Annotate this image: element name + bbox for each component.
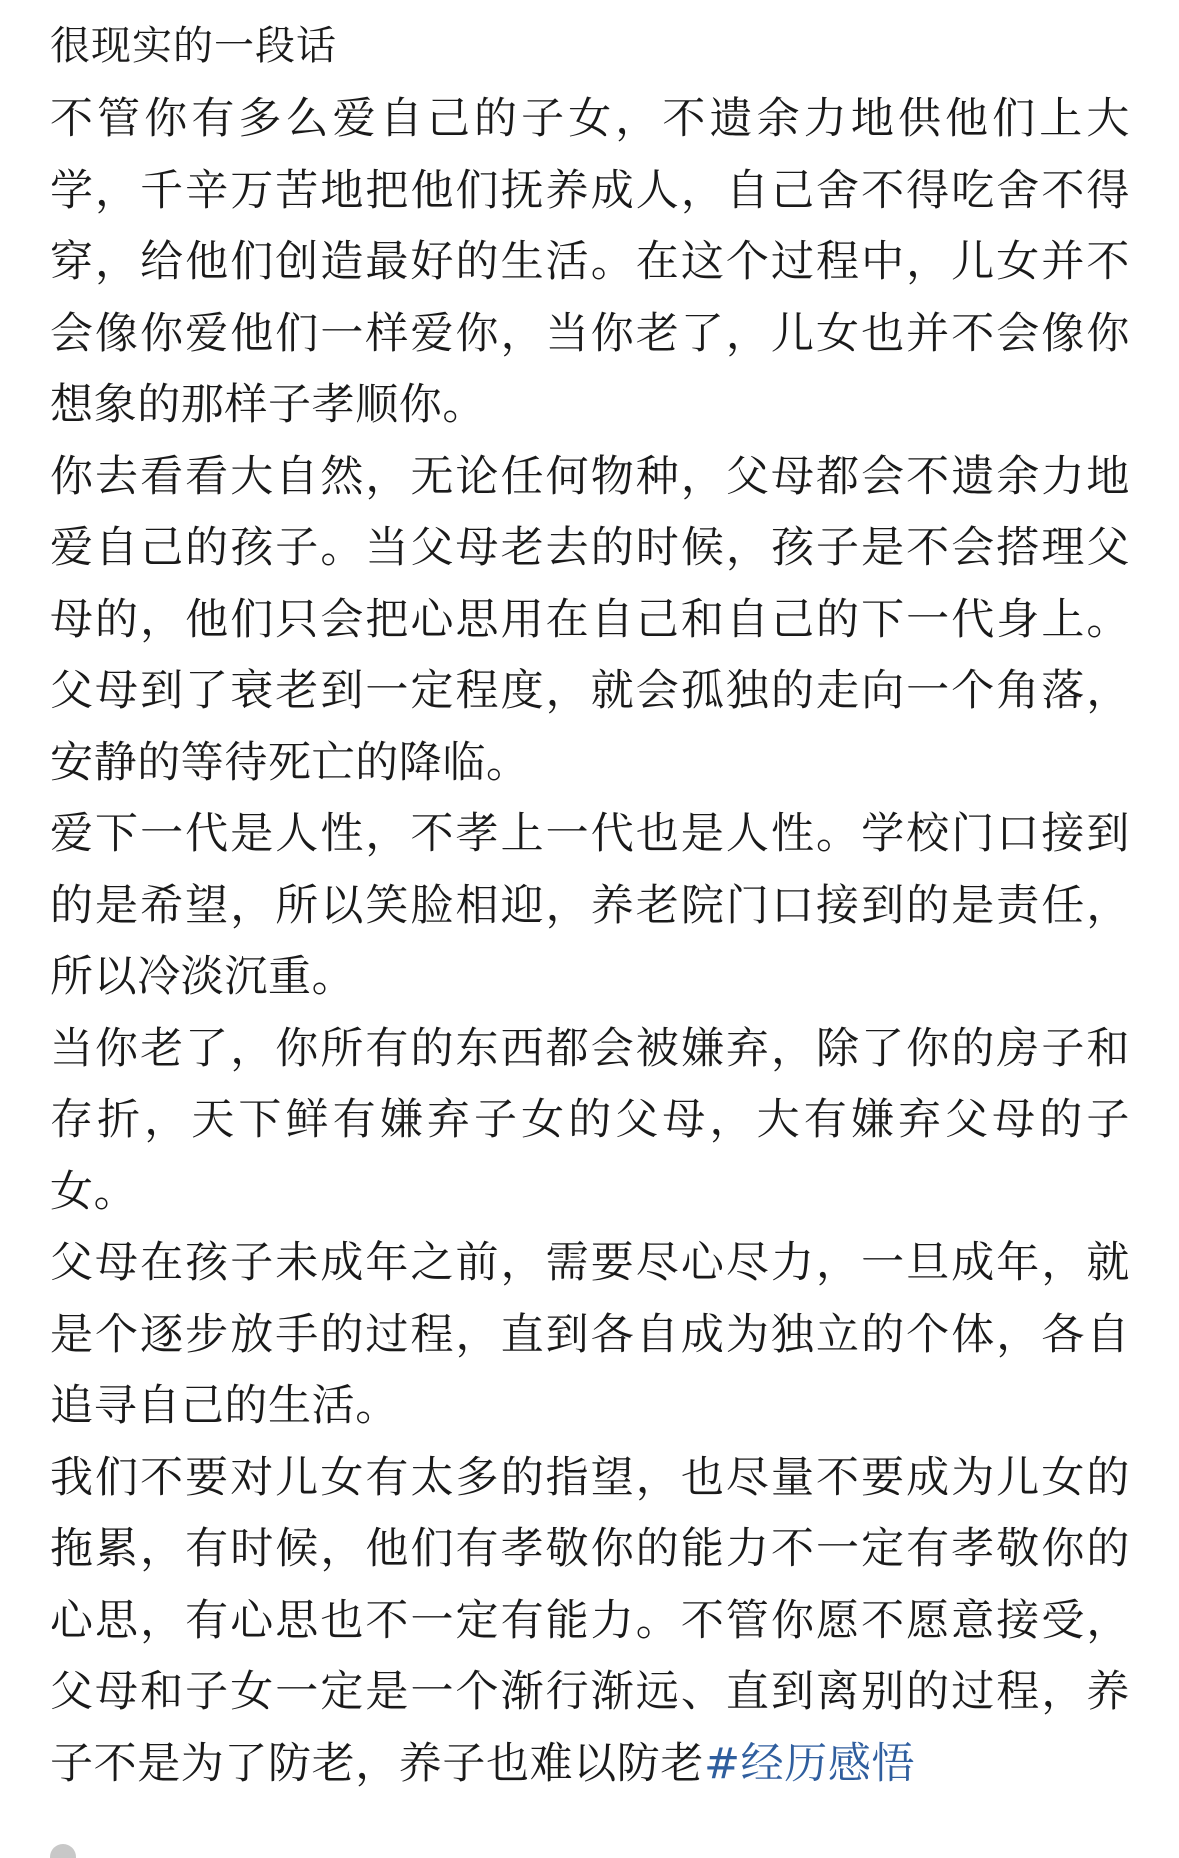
post-paragraph-3: 爱下一代是人性，不孝上一代也是人性。学校门口接到的是希望，所以笑脸相迎，养老院门口接到的是责任，所以冷淡沉重。 bbox=[50, 809, 1130, 1002]
post-title: 很现实的一段话 bbox=[50, 23, 337, 69]
post-paragraph-2: 你去看看大自然，无论任何物种，父母都会不遗余力地爱自己的孩子。当父母老去的时候，孩子是不会搭理父母的，他们只会把心思用在自己和自己的下一代身上。父母到了衰老到一定程度，就会孤独的走向一个角落，安静的等待死亡的降临。 bbox=[50, 451, 1130, 788]
post-paragraph-1: 不管你有多么爱自己的子女，不遗余力地供他们上大学，千辛万苦地把他们抚养成人，自己舍不得吃舍不得穿，给他们创造最好的生活。在这个过程中，儿女并不会像你爱他们一样爱你，当你老了，儿女也并不会像你想象的那样子孝顺你。 bbox=[50, 94, 1130, 430]
avatar bbox=[50, 1844, 76, 1858]
hashtag-link[interactable]: #经历感悟 bbox=[704, 1738, 916, 1789]
post-paragraph-5: 父母在孩子未成年之前，需要尽心尽力，一旦成年，就是个逐步放手的过程，直到各自成为独立的个体，各自追寻自己的生活。 bbox=[50, 1238, 1130, 1431]
post-paragraph-6 bbox=[50, 1443, 1130, 1801]
post-content bbox=[50, 20, 1130, 1800]
post-paragraph-4: 当你老了，你所有的东西都会被嫌弃，除了你的房子和存折，天下鲜有嫌弃子女的父母，大有嫌弃父母的子女。 bbox=[50, 1023, 1130, 1217]
cropped-footer bbox=[50, 1832, 230, 1858]
post-paragraph-6-text: 我们不要对儿女有太多的指望，也尽量不要成为儿女的拖累，有时候，他们有孝敬你的能力不一定有孝敬你的心思，有心思也不一定有能力。不管你愿不愿意接受，父母和子女一定是一个渐行渐远、直到离别的过程，养子不是为了防老，养子也难以防老 bbox=[50, 1452, 1130, 1789]
